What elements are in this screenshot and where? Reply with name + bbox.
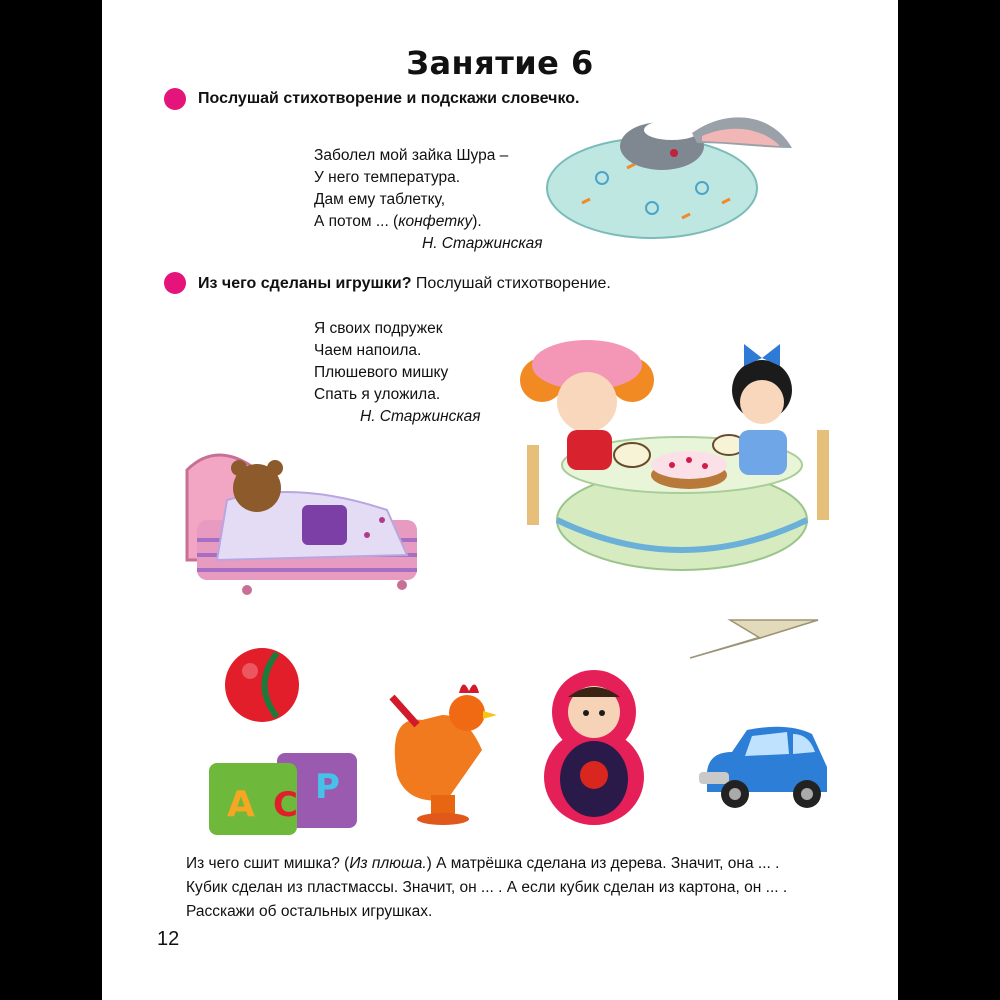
page-title: Занятие 6 [406, 44, 594, 82]
poem1-last-line-end: ). [472, 213, 482, 230]
poem2-line: Чаем напоила. [314, 342, 422, 359]
poem1-line: У него температура. [314, 169, 461, 186]
q1-start: Из чего сшит мишка? ( [186, 855, 350, 872]
task2-instruction [198, 275, 611, 293]
sick-bunny-illustration [542, 108, 802, 248]
task1-text: Послушай стихотворение и подскажи словечко. [198, 90, 580, 107]
dolls-tea-party-illustration [517, 330, 837, 570]
letter-cubes-illustration [207, 748, 367, 838]
matryoshka-illustration [542, 667, 647, 827]
bear-in-bed-illustration [177, 440, 417, 610]
toy-car-illustration [697, 722, 832, 812]
task2-bold: Из чего сделаны игрушки? [198, 275, 412, 292]
cube-letter: Р [315, 767, 340, 807]
questions-line-3: Расскажи об остальных игрушках. [186, 903, 433, 920]
poem2-line: Спать я уложила. [314, 386, 441, 403]
task2-rest: Послушай стихотворение. [411, 275, 611, 292]
questions-line-2: Кубик сделан из пластмассы. Значит, он ... . А если кубик сделан из картона, он ... . [186, 879, 788, 896]
cube-letter: C [273, 785, 298, 825]
poem2-author: Н. Старжинская [360, 408, 481, 425]
page [102, 0, 898, 1000]
poem1-answer: конфетку [398, 213, 473, 230]
questions-line-1 [186, 852, 886, 876]
questions-text [186, 852, 886, 924]
ball-illustration [222, 645, 302, 725]
poem1-line: Дам ему таблетку, [314, 191, 446, 208]
paper-plane-illustration [690, 600, 820, 660]
poem1-last-line [314, 211, 543, 233]
poem1 [314, 145, 543, 255]
poem2 [314, 318, 481, 428]
q1-answer: Из плюша. [349, 855, 427, 872]
task1-instruction [198, 90, 579, 108]
poem1-author: Н. Старжинская [422, 235, 543, 252]
rooster-whistle-illustration [387, 675, 502, 825]
poem1-last-line-start: А потом ... ( [314, 213, 399, 230]
q1-end: ) А матрёшка сделана из дерева. Значит, она ... . [426, 855, 780, 872]
poem2-line: Плюшевого мишку [314, 364, 449, 381]
task2-bullet-icon [164, 272, 186, 294]
poem1-line: Заболел мой зайка Шура – [314, 147, 509, 164]
cube-letter: A [227, 784, 255, 825]
page-number: 12 [157, 928, 180, 950]
task1-bullet-icon [164, 88, 186, 110]
poem2-line: Я своих подружек [314, 320, 443, 337]
